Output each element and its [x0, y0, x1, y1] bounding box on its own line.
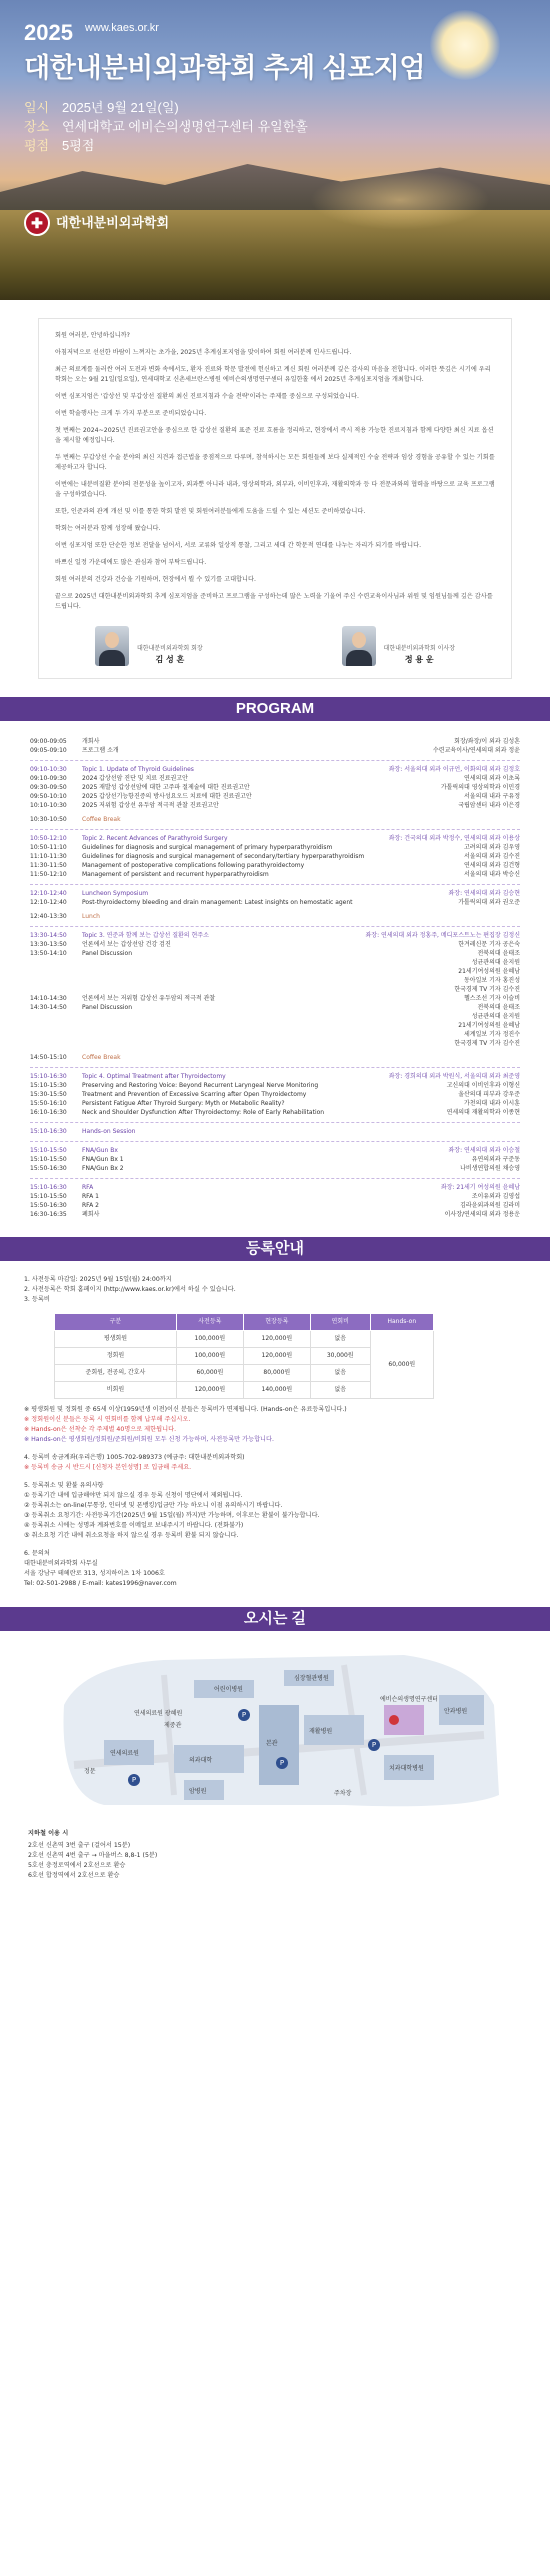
program-title: 언론에서 보는 저위험 갑상선 유두암의 적극적 관찰 [82, 995, 216, 1002]
program-row [30, 870, 520, 879]
program-time: 16:30-16:35 [30, 1211, 67, 1218]
signer-title: 대한내분비외과학회 이사장 [383, 645, 455, 653]
refund-item: ④ 등록취소 시에는 성명과 계좌번호를 이메일로 보내주시기 바랍니다. (전화불가) [24, 1522, 244, 1529]
fee-cell: 30,000원 [310, 1348, 370, 1365]
website-url[interactable]: www.kaes.or.kr [84, 22, 159, 34]
transit-info [28, 1829, 522, 1881]
signer-name: 정 용 운 [404, 655, 434, 665]
letter-paragraph: 두 번째는 부갑상선 수술 분야의 최신 지견과 접근법을 중점적으로 다루며, 참석하시는 모든 회원들께 보다 실제적인 수술 전략과 임상 경험을 공유할 수 있는 기회를 제공하고자 합니다. [55, 454, 495, 471]
program-speaker: 동아일보 기자 홍진성 [464, 977, 520, 984]
map-label: 본관 [266, 1740, 278, 1747]
letter-paragraph: 끝으로 2025년 대한내분비외과학회 추계 심포지엄을 준비하고 프로그램을 구성하는데 많은 노력을 기울여 주신 수련교육이사님과 위원 및 임원님들께 깊은 감사를 드립니다. [55, 593, 493, 610]
map-label: 심장혈관병원 [294, 1675, 329, 1682]
program-speaker: 조이유외과 김영섭 [471, 1193, 520, 1200]
program-speaker: 연세의대 재활의학과 이종현 [446, 1109, 520, 1116]
fee-cell: 140,000원 [243, 1382, 310, 1399]
program-row [30, 949, 520, 958]
program-speaker: 가천의대 내과 이시훈 [464, 1100, 520, 1107]
place-label: 장소 [24, 119, 50, 135]
program-row [30, 861, 520, 870]
reg-note: ※ Hands-on은 평생회원/정회원/준회원/비회원 모두 신청 가능하며, 사전등록만 가능합니다. [24, 1436, 274, 1443]
program-speaker: 21세기여성의원 윤혜남 [458, 968, 520, 975]
program-row [30, 1201, 520, 1210]
program-title: Management of persistent and recurrent hyperparathyroidism [82, 871, 269, 878]
program-speaker: 서울의대 내과 박승신 [464, 871, 520, 878]
moon-image [430, 10, 500, 80]
program-time: 15:10-15:50 [30, 1147, 67, 1154]
refund-item: ① 등록기간 내에 입금해야만 되지 않으실 경우 등록 신청이 명단에서 제외됩니다. [24, 1492, 243, 1499]
contact-title: 6. 문의처 [24, 1550, 50, 1557]
fee-cell: 100,000원 [176, 1331, 243, 1348]
program-time: 12:10-12:40 [30, 899, 67, 906]
program-time: 15:50-16:30 [30, 1202, 67, 1209]
program-speaker: 성균관의대 윤지원 [471, 1013, 520, 1020]
contact-line[interactable]: Tel: 02-501-2988 / E-mail: kates1996@naver.com [24, 1580, 177, 1587]
subway-line: 5호선 충정로역에서 2호선으로 환승 [28, 1862, 126, 1869]
reg-note: ※ Hands-on은 선착순 각 주제별 40명으로 제한됩니다. [24, 1426, 177, 1433]
letter-body [55, 331, 495, 612]
program-speaker: 전북의대 윤태조 [477, 950, 520, 957]
letter-paragraph: 회원 여러분, 안녕하십니까? [55, 332, 130, 339]
program-speaker: 좌장: 서울의대 외과 이규언, 이화의대 외과 김정호 [388, 766, 520, 773]
program-title: RFA 2 [82, 1202, 99, 1209]
society-name: 대한내분비외과학회 [56, 215, 170, 231]
program-speaker: 유연의외과 구준동 [471, 1156, 520, 1163]
directions-heading: 오시는 길 [0, 1607, 550, 1631]
program-title: Treatment and Prevention of Excessive Scarring after Open Thyroidectomy [82, 1091, 307, 1098]
program-speaker: 한겨레신문 기자 공은숙 [458, 941, 520, 948]
program-time: 15:50-16:30 [30, 1165, 67, 1172]
program-title: Guidelines for diagnosis and surgical management of secondary/tertiary hyperparathyroidism [82, 853, 365, 860]
refund-item: ② 등록취소는 on-line(무통장, 인터넷 및 폰뱅킹)입금만 가능 하오니 이점 유의하시기 바랍니다. [24, 1502, 283, 1509]
program-speaker: 가톨릭의대 외과 권오준 [458, 899, 520, 906]
subway-line: 6호선 합정역에서 2호선으로 환승 [28, 1872, 120, 1879]
signatures [55, 626, 495, 666]
fee-cell: 80,000원 [243, 1365, 310, 1382]
fee-cell: 평생회원 [55, 1331, 177, 1348]
subway-line: 2호선 신촌역 3번 출구 (걸어서 15분) [28, 1842, 131, 1849]
program-speaker: 헬스조선 기자 이슬비 [464, 995, 520, 1002]
program-time: 11:10-11:30 [30, 853, 67, 860]
program-row [30, 976, 520, 985]
letter-paragraph: 바쁘신 일정 가운데에도 많은 관심과 참여 부탁드립니다. [55, 559, 207, 566]
program-row [30, 774, 520, 783]
program-time: 09:00-09:05 [30, 738, 67, 745]
light-glow [310, 170, 490, 230]
map-label: 에비슨의생명연구센터 [380, 1696, 438, 1703]
fee-header: 연회비 [310, 1314, 370, 1331]
program-row [30, 994, 520, 1003]
fee-header: 사전등록 [176, 1314, 243, 1331]
program-break [30, 1053, 520, 1062]
program-speaker: 좌장: 21세기 여성의원 윤혜남 [440, 1184, 520, 1191]
program-time: 09:10-09:30 [30, 775, 67, 782]
program-title: Topic 3. 연준과 함께 보는 갑상선 질환의 현주소 [82, 932, 209, 939]
program-title: Topic 2. Recent Advances of Parathyroid Surgery [82, 835, 228, 842]
program-title: RFA 1 [82, 1193, 99, 1200]
program-row [30, 1108, 520, 1117]
program-row [30, 1210, 520, 1219]
bank-note: ※ 등록비 송금 시 반드시 [신청자 본인성명] 로 입금해 주세요. [24, 1464, 192, 1471]
svg-text:P: P [131, 1776, 137, 1784]
letter-paragraph: 첫 번째는 2024~2025년 진료권고안을 중심으로 한 갑상선 질환의 표준 진료 흐름을 정리하고, 현장에서 즉시 적용 가능한 진료지침과 함께 다양한 최신 지료 옵션을 제시할 예정입니다. [55, 427, 494, 444]
program-speaker: 김라윤외과의원 김라미 [460, 1202, 520, 1209]
program-title: Luncheon Symposium [82, 890, 149, 897]
program-title: RFA [82, 1184, 94, 1191]
svg-text:P: P [241, 1711, 247, 1719]
program-title: 프로그램 소개 [82, 747, 119, 754]
program-row [30, 1192, 520, 1201]
program-speaker: 고려의대 외과 김우영 [464, 844, 520, 851]
fee-cell: 없음 [310, 1365, 370, 1382]
program-title: 언론에서 보는 갑상선암 건강 검진 [82, 941, 171, 948]
program-title: Panel Discussion [82, 1004, 133, 1011]
program-time: 11:30-11:50 [30, 862, 67, 869]
program-time: 12:10-12:40 [30, 890, 67, 897]
program-row [30, 1039, 520, 1048]
program-session-header [30, 1122, 520, 1136]
refund-item: ③ 등록취소 요청기간: 사전등록기간(2025년 9월 15일(월) 까지)만 가능하며, 이후로는 환불이 불가능합니다. [24, 1512, 320, 1519]
program-time: 15:10-16:30 [30, 1128, 67, 1135]
fee-cell: 정회원 [55, 1348, 177, 1365]
campus-map-image [44, 1645, 506, 1815]
program-row [30, 967, 520, 976]
program-time: 12:40-13:30 [30, 913, 67, 920]
map-label: 의과대학 [189, 1757, 213, 1764]
program-title: 폐회사 [82, 1211, 100, 1218]
program-row [30, 1081, 520, 1090]
letter-paragraph: 회원 여러분의 건강과 건승을 기원하며, 현장에서 뵐 수 있기를 고대합니다. [55, 576, 256, 583]
bank-info: 4. 등록비 송금계좌(우리은행) 1005-702-989373 (예금주: 대한내분비외과학회) [24, 1454, 245, 1461]
program-speaker: 나비생연합의원 채승영 [460, 1165, 520, 1172]
program-row [30, 746, 520, 755]
program-time: 15:10-15:50 [30, 1193, 67, 1200]
fee-cell: 100,000원 [176, 1348, 243, 1365]
program-speaker: 21세기여성의원 윤혜남 [458, 1022, 520, 1029]
letter-paragraph: 이번 심포지엄 또한 단순한 정보 전달을 넘어서, 서로 교류와 일상적 통찰, 그리고 세대 간 학문적 연대를 나누는 자리가 되기를 바랍니다. [55, 542, 422, 549]
society-emblem-icon: ✚ [24, 210, 50, 236]
letter-paragraph: 아침저녁으로 선선한 바람이 느껴지는 초가을, 2025년 추계심포지엄을 맞이하여 회원 여러분께 인사드립니다. [55, 349, 352, 356]
program-break [30, 815, 520, 824]
letter-paragraph: 학회는 여러분과 함께 성장해 왔습니다. [55, 525, 161, 532]
reg-note: ※ 평생회원 및 정회원 중 65세 이상(1959년생 이전)이신 분들은 등록비가 면제됩니다. (Hands-on은 유료등록입니다.) [24, 1406, 347, 1413]
program-time: 13:30-14:50 [30, 932, 67, 939]
program-time: 10:30-10:50 [30, 816, 67, 823]
map-label: 치과대학병원 [389, 1765, 424, 1772]
program-time: 10:50-12:10 [30, 835, 67, 842]
fee-cell: 120,000원 [243, 1348, 310, 1365]
contact-line: 서울 강남구 테헤란로 313, 성지하이츠 1차 1006호 [24, 1570, 165, 1577]
program-time: 14:50-15:10 [30, 1054, 67, 1061]
program-time: 09:30-09:50 [30, 784, 67, 791]
signer-president [95, 626, 203, 666]
program-row [30, 852, 520, 861]
program-title: Persistent Fatigue After Thyroid Surgery: Myth or Metabolic Reality? [82, 1100, 285, 1107]
program-row [30, 1021, 520, 1030]
program-title: 개회사 [82, 738, 100, 745]
fee-cell: 없음 [310, 1331, 370, 1348]
program-time: 13:50-14:10 [30, 950, 67, 957]
campus-map [44, 1645, 506, 1815]
fee-cell: 120,000원 [243, 1331, 310, 1348]
program-title: FNA/Gun Bx 1 [82, 1156, 124, 1163]
map-label: 정문 [84, 1768, 96, 1775]
program-title: Coffee Break [82, 816, 121, 823]
greeting-letter [38, 318, 512, 679]
credit-label: 평점 [24, 138, 50, 154]
map-label: 제중관 [164, 1722, 182, 1729]
program-time: 10:50-11:10 [30, 844, 67, 851]
program-time: 15:30-15:50 [30, 1091, 67, 1098]
reg-note: ※ 정회원이신 분들은 등록 시 연회비를 함께 납부해 주십시오. [24, 1416, 191, 1423]
society-logo [24, 210, 169, 236]
map-label: 안과병원 [444, 1708, 468, 1715]
fee-header: 현장등록 [243, 1314, 310, 1331]
letter-paragraph: 이번에는 내분비질환 분야의 전문성을 높이고자, 외과뿐 아니라 내과, 영상의학과, 외부과, 이비인후과, 재활의학과 등 다 전문과와의 협력을 바탕으로 교육 프로그램을 구성하였습니다. [55, 481, 495, 498]
program-title: FNA/Gun Bx 2 [82, 1165, 124, 1172]
program-row [30, 1012, 520, 1021]
program-speaker: 국립암센터 내과 이은경 [458, 802, 520, 809]
program-title: Post-thyroidectomy bleeding and drain management: Latest insights on hemostatic agent [82, 899, 353, 906]
program-session-header [30, 829, 520, 843]
fee-cell: 60,000원 [176, 1365, 243, 1382]
program-row [30, 843, 520, 852]
program-session-header [30, 1178, 520, 1192]
program-speaker: 한국경제 TV 기자 김수진 [454, 986, 520, 993]
program-title: Topic 1. Update of Thyroid Guidelines [82, 766, 194, 773]
program-title: Lunch [82, 913, 100, 920]
program-speaker: 수련교육이사/연세의대 외과 정윤 [433, 747, 520, 754]
map-label: 어린이병원 [214, 1686, 243, 1693]
program-title: Topic 4. Optimal Treatment after Thyroidectomy [82, 1073, 226, 1080]
program-session-header [30, 1141, 520, 1155]
program-time: 15:10-16:30 [30, 1073, 67, 1080]
program-time: 15:10-15:50 [30, 1156, 67, 1163]
reg-line: 2. 사전등록은 학회 홈페이지 (http://www.kaes.or.kr)에서 하실 수 있습니다. [24, 1286, 236, 1293]
program-title: Management of postoperative complications following parathyroidectomy [82, 862, 305, 869]
reg-line: 1. 사전등록 마감일: 2025년 9월 15일(월) 24:00까지 [24, 1276, 172, 1283]
program-row [30, 940, 520, 949]
program-speaker: 연세의대 외과 김건형 [464, 862, 520, 869]
letter-paragraph: 또한, 인준과의 관계 개선 및 이를 통한 학회 발전 및 회원여러분들에게 도움을 드릴 수 있는 세션도 준비하였습니다. [55, 508, 366, 515]
event-title: 대한내분비외과학회 추계 심포지엄 [24, 52, 426, 83]
program-speaker: 가톨릭의대 영상의학과 이민경 [440, 784, 520, 791]
program-speaker: 좌장: 연세의대 외과 정홍주, 메디포스트노는 편집장 김정신 [365, 932, 520, 939]
program-title: Preserving and Restoring Voice: Beyond Recurrent Laryngeal Nerve Monitoring [82, 1082, 319, 1089]
program-title: Coffee Break [82, 1054, 121, 1061]
event-place: 연세대학교 에비슨의생명연구센터 유일한홀 [62, 119, 308, 135]
program-speaker: 이사장/연세의대 외과 정용운 [444, 1211, 520, 1218]
program-session-header [30, 1067, 520, 1081]
letter-paragraph: 이번 심포지엄은 '갑상선 및 부갑상선 질환의 최신 진료지침과 수술 전략'이라는 주제를 중심으로 구성되었습니다. [55, 393, 359, 400]
fee-cell: 없음 [310, 1382, 370, 1399]
program-speaker: 좌장: 연세의대 외과 김승현 [448, 890, 520, 897]
registration-heading: 등록안내 [0, 1237, 550, 1261]
program-speaker: 좌장: 경희의대 외과 박원식, 서울의대 외과 최준영 [388, 1073, 520, 1080]
program-row [30, 1090, 520, 1099]
map-label: 연세의료원 [110, 1750, 139, 1757]
letter-paragraph: 이번 학술행사는 크게 두 가지 부분으로 준비되었습니다. [55, 410, 207, 417]
contact-line: 대한내분비외과학회 사무실 [24, 1560, 98, 1567]
signer-name: 김 성 혼 [155, 655, 185, 665]
president-photo [95, 626, 129, 666]
event-date: 2025년 9월 21일(일) [62, 100, 179, 116]
subway-line: 2호선 신촌역 4번 출구 → 마을버스 8,8-1 (5분) [28, 1852, 158, 1859]
program-row [30, 898, 520, 907]
letter-paragraph: 최근 의료계를 둘러싼 여러 도전과 변화 속에서도, 환자 진료와 학문 발전에 헌신하고 계신 회원 여러분께 깊은 감사의 마음을 전합니다. 이러한 뜻깊은 시기에 우리 학회는 오는 9월 21일(일요일), 연세대학교 신촌세브란스병원 에비슨의생명연구센터 유일한홀 에서 2025년 추계심포지엄을 개최합니다. [55, 366, 491, 383]
map-label: 재활병원 [309, 1728, 333, 1735]
program-session-header [30, 884, 520, 898]
program-time: 13:30-13:50 [30, 941, 67, 948]
program-title: Hands-on Session [82, 1128, 136, 1135]
program-row [30, 1003, 520, 1012]
svg-text:P: P [279, 1759, 285, 1767]
program-row [30, 1099, 520, 1108]
program-speaker: 좌장: 연세의대 외과 이승철 [448, 1147, 520, 1154]
program-speaker: 좌장: 건국의대 외과 박정수, 연세의대 외과 이용상 [388, 835, 520, 842]
program-title: 2024 갑상선암 진단 및 치료 진료권고안 [82, 775, 188, 782]
svg-text:P: P [371, 1741, 377, 1749]
program-break [30, 912, 520, 921]
program-time: 09:05-09:10 [30, 747, 67, 754]
fee-header: Hands-on [370, 1314, 433, 1331]
program-heading: PROGRAM [0, 697, 550, 721]
program-speaker: 성균관의대 윤지원 [471, 959, 520, 966]
program-session-header [30, 926, 520, 940]
program-speaker: 울산의대 피부과 강우준 [458, 1091, 520, 1098]
chairman-photo [342, 626, 376, 666]
program-row [30, 1155, 520, 1164]
program-row [30, 1164, 520, 1173]
program-speaker: 세계일보 기자 정진수 [464, 1031, 520, 1038]
program-time: 10:10-10:30 [30, 802, 67, 809]
event-info [24, 98, 425, 155]
reg-line: 3. 등록비 [24, 1296, 50, 1303]
program-time: 09:10-10:30 [30, 766, 67, 773]
date-label: 일시 [24, 100, 50, 116]
program-speaker: 고신의대 이비인후과 이형신 [446, 1082, 520, 1089]
program-row [30, 792, 520, 801]
program-speaker: 한국경제 TV 기자 김수진 [454, 1040, 520, 1047]
program-time: 14:30-14:50 [30, 1004, 67, 1011]
refund-item: ⑤ 취소요청 기간 내에 취소요청을 하지 않으실 경우 등록비 환불 되지 않습니다. [24, 1532, 239, 1539]
program-row [30, 737, 520, 746]
program-speaker: 서울의대 내과 구유정 [464, 793, 520, 800]
program-row [30, 783, 520, 792]
registration-info [24, 1275, 526, 1589]
program-title: 2025 갑상선기능항진증의 방사성요오드 치료에 대한 진료권고안 [82, 793, 252, 800]
hero-banner [0, 0, 550, 300]
event-credit: 5평점 [62, 138, 95, 154]
program-row [30, 1030, 520, 1039]
program-speaker: 회장/좌장/이 외과 김성혼 [454, 738, 520, 745]
map-label: 암병원 [189, 1788, 207, 1795]
program-time: 16:10-16:30 [30, 1109, 67, 1116]
program-time: 11:50-12:10 [30, 871, 67, 878]
fee-table [54, 1313, 434, 1399]
program-speaker: 연세의대 외과 이초록 [464, 775, 520, 782]
program-time: 14:10-14:30 [30, 995, 67, 1002]
program-row [30, 985, 520, 994]
refund-title: 5. 등록취소 및 환불 유의사항 [24, 1482, 104, 1489]
event-year: 2025 [24, 20, 73, 45]
program-speaker: 전북의대 윤태조 [477, 1004, 520, 1011]
handson-fee: 60,000원 [370, 1331, 433, 1399]
program-title: Neck and Shoulder Dysfunction After Thyroidectomy: Role of Early Rehabilitation [82, 1109, 325, 1116]
program-time: 15:10-16:30 [30, 1184, 67, 1191]
signer-title: 대한내분비외과학회 회장 [137, 645, 203, 653]
program-time: 09:50-10:10 [30, 793, 67, 800]
program-title: FNA/Gun Bx [82, 1147, 118, 1154]
signer-chairman [342, 626, 455, 666]
fee-cell: 120,000원 [176, 1382, 243, 1399]
program-speaker: 서울의대 외과 김수진 [464, 853, 520, 860]
program-schedule [30, 737, 520, 1219]
program-title: Guidelines for diagnosis and surgical management of primary hyperparathyroidism [82, 844, 333, 851]
program-row [30, 958, 520, 967]
program-session-header [30, 760, 520, 774]
program-title: 2025 재발성 갑상선암에 대한 고주파 절제술에 대한 진료권고안 [82, 784, 250, 791]
fee-header: 구분 [55, 1314, 177, 1331]
fee-cell: 비회원 [55, 1382, 177, 1399]
map-label: 주차장 [334, 1790, 352, 1797]
program-row [30, 801, 520, 810]
program-time: 15:10-15:30 [30, 1082, 67, 1089]
subway-title: 지하철 이용 시 [28, 1830, 69, 1837]
fee-cell: 준회원, 전공의, 간호사 [55, 1365, 177, 1382]
program-time: 15:50-16:10 [30, 1100, 67, 1107]
program-title: Panel Discussion [82, 950, 133, 957]
program-title: 2025 저위험 갑상선 유두암 적극적 관찰 진료권고안 [82, 802, 219, 809]
map-label: 연세의료원 광혜원 [134, 1710, 183, 1717]
